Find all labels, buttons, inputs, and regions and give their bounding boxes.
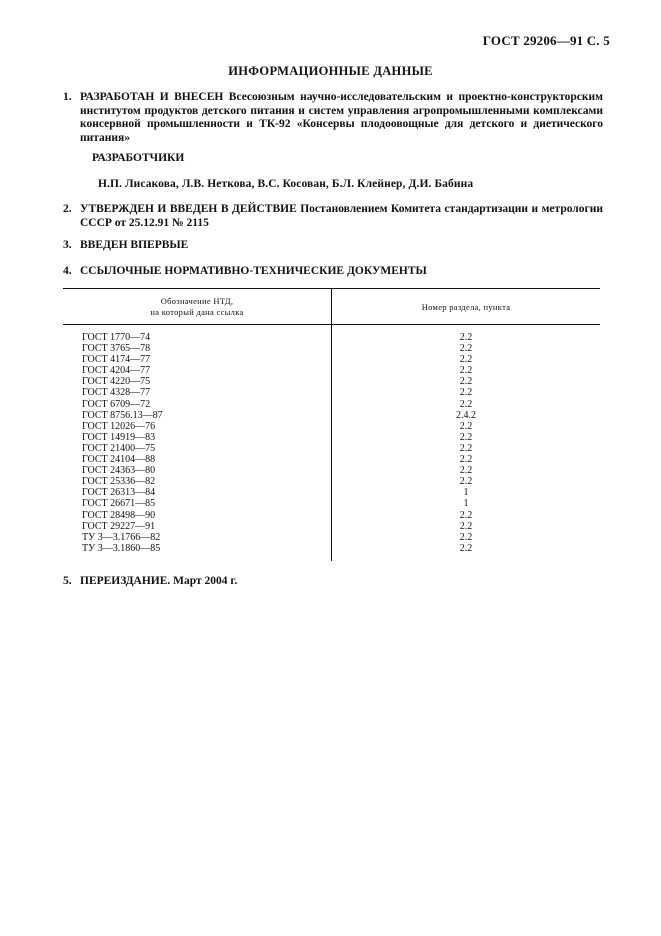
item-number: 2. [63, 203, 72, 215]
section-number: 2.2 [459, 376, 473, 388]
item-lead: ПЕРЕИЗДАНИЕ. [80, 575, 171, 587]
table-row [63, 332, 600, 343]
ntd-designation: ГОСТ 29227—91 [82, 520, 156, 532]
section-number: 2.2 [459, 465, 473, 477]
table-row [63, 543, 600, 554]
table-row [63, 399, 600, 410]
table-row [63, 421, 600, 432]
section-number: 2.2 [459, 387, 473, 399]
document-title: ИНФОРМАЦИОННЫЕ ДАННЫЕ [228, 64, 433, 78]
section-number: 2.2 [459, 520, 473, 532]
header-line: на который дана ссылка [150, 307, 244, 317]
ntd-designation: ГОСТ 4328—77 [82, 387, 151, 399]
ntd-designation: ТУ 3—3.1860—85 [82, 542, 161, 554]
ntd-designation: ГОСТ 4220—75 [82, 376, 151, 388]
ntd-designation: ГОСТ 26671—85 [82, 498, 156, 510]
section-number: 1 [463, 487, 469, 499]
table-row [63, 376, 600, 387]
table-row [63, 432, 600, 443]
table-row [63, 365, 600, 376]
ntd-designation: ГОСТ 14919—83 [82, 431, 156, 443]
item-lead: ВВЕДЕН ВПЕРВЫЕ [80, 239, 189, 251]
ntd-designation: ГОСТ 24363—80 [82, 465, 156, 477]
section-number: 2.2 [459, 420, 473, 432]
item-text: Постановлением Комитета стандартизации и метрологии СССР от 25.12.91 № 2115 [80, 203, 603, 229]
item-lead: УТВЕРЖДЕН И ВВЕДЕН В ДЕЙСТВИЕ [80, 203, 297, 215]
info-item-1 [63, 91, 603, 145]
table-row [63, 454, 600, 465]
item-lead: РАЗРАБОТАН И ВНЕСЕН [80, 91, 224, 103]
item-number: 1. [63, 91, 72, 103]
ntd-designation: ГОСТ 24104—88 [82, 454, 156, 466]
section-number: 2.2 [459, 476, 473, 488]
table-row [63, 354, 600, 365]
table-row [63, 521, 600, 532]
ntd-designation: ГОСТ 6709—72 [82, 398, 151, 410]
section-number: 2.2 [459, 509, 473, 521]
ntd-designation: ГОСТ 28498—90 [82, 509, 156, 521]
item-body [80, 203, 603, 230]
ntd-designation: ГОСТ 21400—75 [82, 442, 156, 454]
table-row [63, 387, 600, 398]
item-text: Всесоюзным научно-исследовательским и проектно-конструкторским институтом продуктов детского питания и систем управления агропромышленными комплексами консервной промышленности и ТК-92 «Консервы плодоовощные для детского и диетического питания» [80, 91, 603, 144]
section-number: 2.4.2 [456, 409, 476, 421]
header-line: Обозначение НТД, [160, 296, 234, 306]
section-number: 2.2 [459, 343, 473, 355]
section-number: 2.2 [459, 354, 473, 366]
item-text: Март 2004 г. [170, 575, 238, 587]
info-item-2 [63, 203, 603, 230]
item-number: 4. [63, 265, 72, 277]
section-number: 2.2 [459, 332, 473, 343]
table-header-section: Номер раздела, пункта [421, 302, 511, 312]
item-body [80, 91, 603, 145]
item-lead: ССЫЛОЧНЫЕ НОРМАТИВНО-ТЕХНИЧЕСКИЕ ДОКУМЕНТЫ [80, 265, 427, 277]
ntd-designation: ГОСТ 3765—78 [82, 343, 151, 355]
section-number: 2.2 [459, 442, 473, 454]
ntd-designation: ГОСТ 1770—74 [82, 332, 151, 343]
section-number: 2.2 [459, 398, 473, 410]
table-row [63, 498, 600, 509]
ntd-designation: ГОСТ 12026—76 [82, 420, 156, 432]
ntd-designation: ГОСТ 26313—84 [82, 487, 156, 499]
table-header-designation [63, 296, 331, 318]
table-row [63, 465, 600, 476]
table-rows [63, 332, 600, 554]
table-row [63, 487, 600, 498]
table-row [63, 510, 600, 521]
ntd-designation: ГОСТ 8756.13—87 [82, 409, 163, 421]
info-item-3 [63, 239, 603, 253]
item-body [80, 575, 603, 589]
developers-heading: РАЗРАБОТЧИКИ [92, 152, 185, 164]
info-item-4 [63, 265, 603, 279]
reference-documents-table [63, 288, 600, 561]
section-number: 2.2 [459, 431, 473, 443]
info-item-5 [63, 575, 603, 589]
section-number: 2.2 [459, 365, 473, 377]
table-row [63, 532, 600, 543]
item-number: 3. [63, 239, 72, 251]
ntd-designation: ГОСТ 4204—77 [82, 365, 151, 377]
table-row [63, 443, 600, 454]
item-number: 5. [63, 575, 72, 587]
table-row [63, 343, 600, 354]
ntd-designation: ГОСТ 4174—77 [82, 354, 151, 366]
section-number: 2.2 [459, 454, 473, 466]
table-row [63, 476, 600, 487]
ntd-designation: ГОСТ 25336—82 [82, 476, 156, 488]
section-number: 1 [463, 498, 469, 510]
developers-names: Н.П. Лисакова, Л.В. Неткова, В.С. Косован, Б.Л. Клейнер, Д.И. Бабина [98, 178, 474, 190]
section-number: 2.2 [459, 542, 473, 554]
table-row [63, 410, 600, 421]
item-body [80, 265, 603, 279]
ntd-designation: ТУ 3—3.1766—82 [82, 531, 161, 543]
section-number: 2.2 [459, 531, 473, 543]
page-header-ref: ГОСТ 29206—91 С. 5 [482, 33, 610, 48]
item-body [80, 239, 603, 253]
